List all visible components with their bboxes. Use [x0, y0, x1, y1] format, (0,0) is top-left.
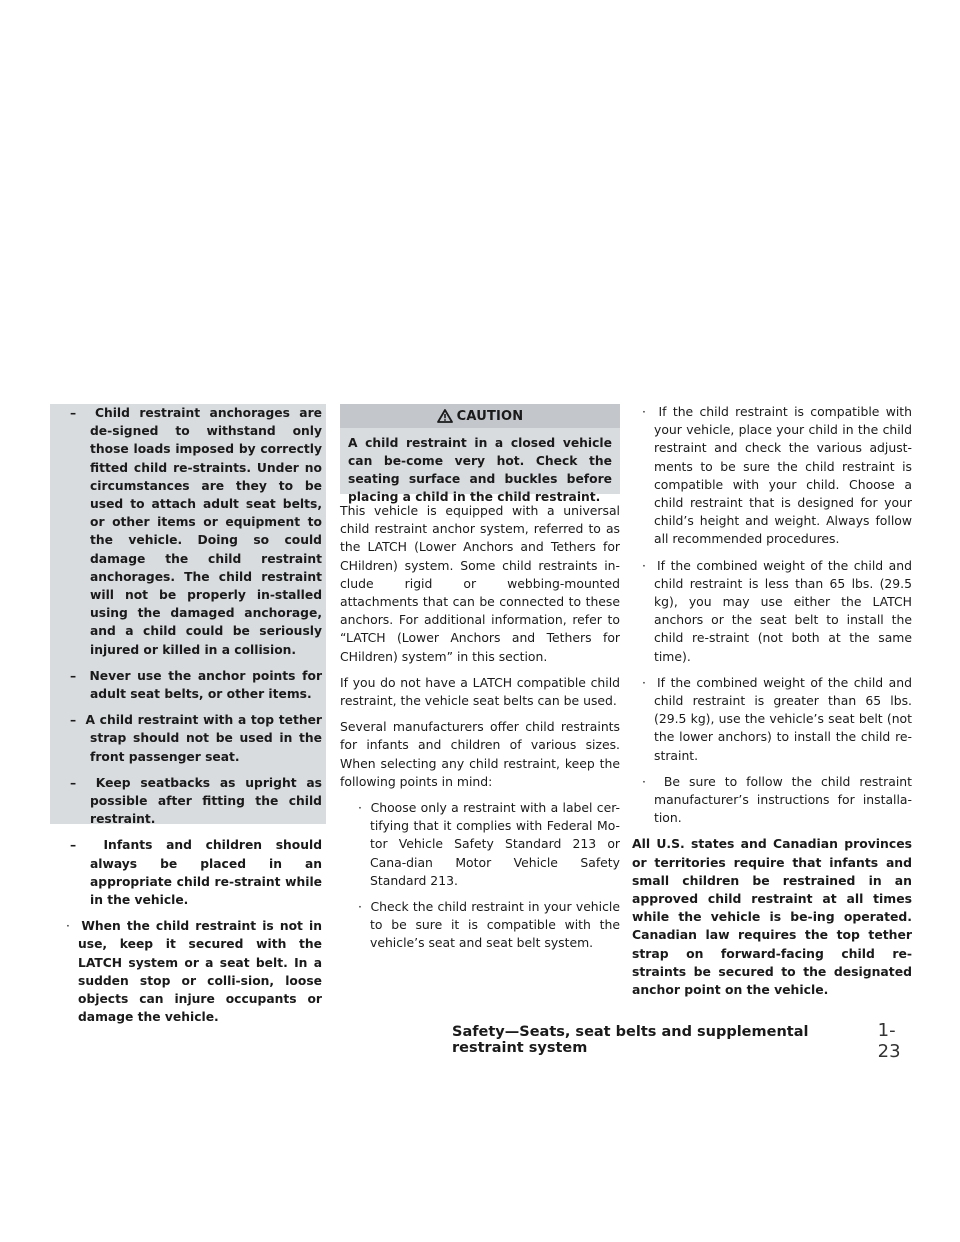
- warning-bullet-item: · When the child restraint is not in use, keep it secured with the LATCH system or a seat belt. In a sudden stop or colli-sion, loose objects can injure occupants or damage the vehicle.: [58, 917, 322, 1026]
- warning-dash-item: – Infants and children should always be placed in an appropriate child re-straint while in the vehicle.: [58, 836, 322, 909]
- body-paragraph: This vehicle is equipped with a universal child restraint anchor system, referred to as the LATCH (Lower Anchors and Tethers for CHildren) system. Some child restraints in-clude rigid or webbing-mounted attachments that can be connected to these anchors. For additional information, refer to “LATCH (Lower Anchors and Tethers for CHildren) system” in this section.: [340, 503, 620, 664]
- warning-dash-list: [58, 404, 322, 1027]
- caution-text: A child restraint in a closed vehicle can be-come very hot. Check the seating surface and buckles before placing a child in the child restraint.: [348, 436, 612, 504]
- caution-title: CAUTION: [456, 408, 524, 424]
- list-item: · If the combined weight of the child and child restraint is greater than 65 lbs. (29.5 kg), use the vehicle’s seat belt (not the lower anchors) to install the child re-straint.: [632, 674, 912, 765]
- warning-box: [50, 404, 326, 1025]
- bold-paragraph: All U.S. states and Canadian provinces or territories require that infants and small children be restrained in an approved child restraint at all times while the vehicle is be-ing operated. Canadian law requires the top tether strap on forward-facing child re-straints be secured to the designated anchor point on the vehicle.: [632, 836, 912, 998]
- body-paragraph: Several manufacturers offer child restraints for infants and children of various sizes. When selecting any child restraint, keep the following points in mind:: [340, 719, 620, 789]
- middle-column: [340, 502, 620, 961]
- right-column: [632, 403, 912, 1007]
- list-item: · Choose only a restraint with a label cer-tifying that it complies with Federal Mo-tor Vehicle Safety Standard 213 or Cana-dian Motor Vehicle Safety Standard 213.: [340, 799, 620, 890]
- caution-box: [340, 404, 620, 504]
- warning-dash-item: – Keep seatbacks as upright as possible after fitting the child restraint.: [58, 774, 322, 829]
- caution-header: [340, 404, 620, 428]
- section-title: Safety—Seats, seat belts and supplemental restraint system: [452, 1024, 809, 1056]
- list-item: · Check the child restraint in your vehicle to be sure it is compatible with the vehicle’s seat and seat belt system.: [340, 898, 620, 953]
- list-item: · If the combined weight of the child and child restraint is less than 65 lbs. (29.5 kg), you may use either the LATCH anchors or the seat belt to install the child re-straint (not both at the same time).: [632, 557, 912, 666]
- warning-dash-item: – Child restraint anchorages are de-signed to withstand only those loads imposed by correctly fitted child re-straints. Under no circumstances are they to be used to attach adult seat belts, or other items or equipment to the vehicle. Doing so could damage the child restraint anchorages. The child restraint will not be properly in-stalled using the damaged anchorage, and a child could be seriously injured or killed in a collision.: [58, 404, 322, 659]
- page-number: 1-23: [877, 1020, 901, 1062]
- list-item: · Be sure to follow the child restraint manufacturer’s instructions for installa-tion.: [632, 773, 912, 828]
- warning-dash-item: – A child restraint with a top tether strap should not be used in the front passenger seat.: [58, 711, 322, 766]
- body-paragraph: If you do not have a LATCH compatible child restraint, the vehicle seat belts can be used.: [340, 674, 620, 709]
- page-footer: [452, 1020, 912, 1062]
- list-item: · If the child restraint is compatible with your vehicle, place your child in the child restraint and check the various adjust-ments to be sure the child restraint is compatible with your child. Choose a child restraint that is designed for your child’s height and weight. Always follow all recommended procedures.: [632, 403, 912, 549]
- warning-dash-item: – Never use the anchor points for adult seat belts, or other items.: [58, 667, 322, 703]
- warning-triangle-icon: [437, 409, 453, 423]
